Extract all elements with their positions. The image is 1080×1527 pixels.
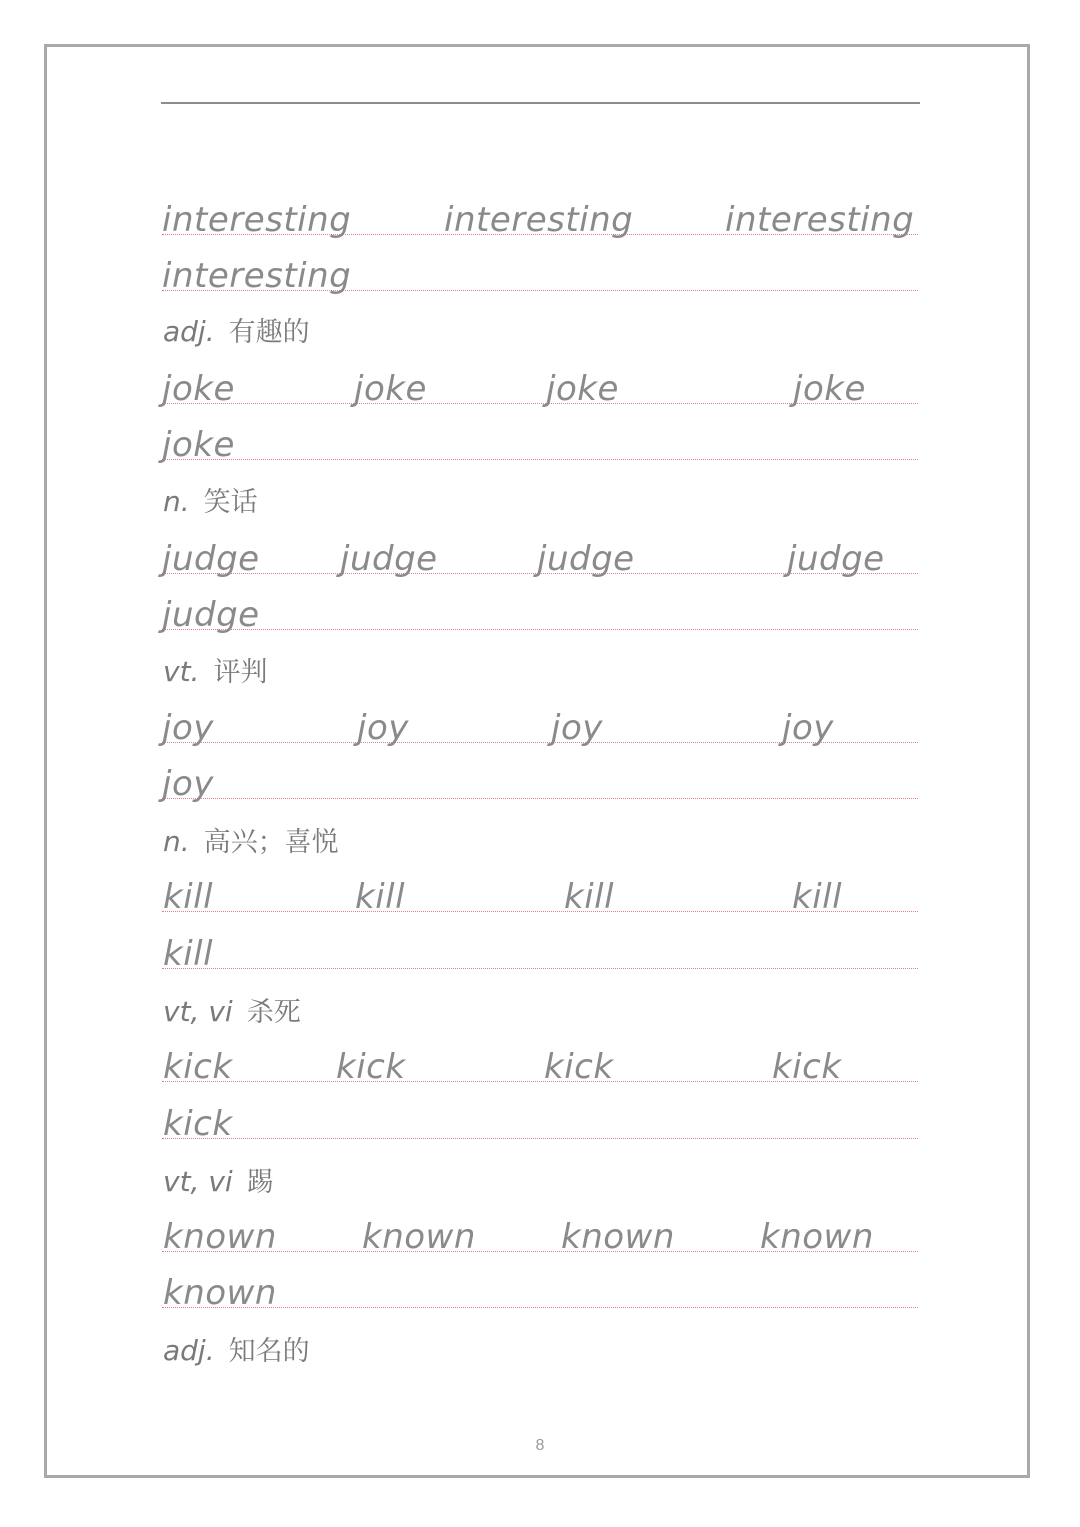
word-meaning — [163, 1160, 274, 1196]
part-of-speech: adj. — [163, 315, 215, 348]
practice-line — [162, 1094, 918, 1144]
practice-word: interesting — [725, 200, 915, 240]
practice-word: kick — [336, 1047, 406, 1087]
part-of-speech: n. — [163, 485, 190, 518]
part-of-speech: vt. — [163, 655, 200, 688]
practice-word: known — [163, 1217, 277, 1257]
practice-word: known — [362, 1217, 476, 1257]
practice-word: judge — [787, 539, 885, 579]
meaning-text: 笑话 — [203, 487, 258, 518]
practice-word: joke — [793, 369, 866, 409]
practice-line — [162, 585, 918, 635]
practice-word: judge — [162, 539, 260, 579]
practice-word: kill — [355, 877, 406, 917]
part-of-speech: vt, vi — [163, 1165, 233, 1198]
word-meaning — [163, 480, 258, 516]
meaning-text: 杀死 — [246, 997, 301, 1028]
practice-line — [162, 1263, 918, 1313]
practice-word: interesting — [444, 200, 634, 240]
practice-word: joy — [357, 708, 409, 748]
practice-word: kick — [772, 1047, 842, 1087]
practice-word: joke — [162, 369, 235, 409]
practice-word: interesting — [162, 256, 352, 296]
practice-line — [162, 1207, 918, 1257]
meaning-text: 高兴；喜悦 — [203, 827, 339, 858]
practice-line — [162, 867, 918, 917]
word-meaning — [163, 1329, 310, 1365]
page-number: 8 — [535, 1437, 545, 1454]
practice-word: known — [561, 1217, 675, 1257]
practice-word: joke — [546, 369, 619, 409]
practice-word: joy — [162, 764, 214, 804]
practice-word: joke — [354, 369, 427, 409]
word-meaning — [163, 310, 310, 346]
practice-line — [162, 754, 918, 804]
practice-line — [162, 359, 918, 409]
header-rule — [161, 102, 920, 104]
word-meaning — [163, 820, 339, 856]
practice-line — [162, 529, 918, 579]
practice-word: kill — [163, 934, 214, 974]
practice-word: judge — [537, 539, 635, 579]
practice-word: joy — [782, 708, 834, 748]
practice-word: kill — [792, 877, 843, 917]
practice-line — [162, 190, 918, 240]
practice-line — [162, 246, 918, 296]
practice-word: judge — [340, 539, 438, 579]
practice-line — [162, 1037, 918, 1087]
practice-word: interesting — [162, 200, 352, 240]
practice-line — [162, 924, 918, 974]
practice-word: known — [163, 1273, 277, 1313]
meaning-text: 踢 — [246, 1167, 274, 1198]
practice-word: kick — [163, 1047, 233, 1087]
practice-word: kick — [163, 1104, 233, 1144]
practice-word: joy — [551, 708, 603, 748]
practice-word: known — [760, 1217, 874, 1257]
practice-word: kick — [544, 1047, 614, 1087]
practice-word: judge — [162, 595, 260, 635]
part-of-speech: adj. — [163, 1334, 215, 1367]
word-meaning — [163, 650, 267, 686]
practice-word: kill — [564, 877, 615, 917]
meaning-text: 评判 — [213, 657, 268, 688]
meaning-text: 知名的 — [228, 1336, 310, 1367]
practice-line — [162, 698, 918, 748]
practice-word: kill — [163, 877, 214, 917]
practice-line — [162, 415, 918, 465]
word-meaning — [163, 990, 301, 1026]
meaning-text: 有趣的 — [228, 317, 310, 348]
practice-word: joke — [162, 425, 235, 465]
practice-word: joy — [162, 708, 214, 748]
part-of-speech: n. — [163, 825, 190, 858]
part-of-speech: vt, vi — [163, 995, 233, 1028]
